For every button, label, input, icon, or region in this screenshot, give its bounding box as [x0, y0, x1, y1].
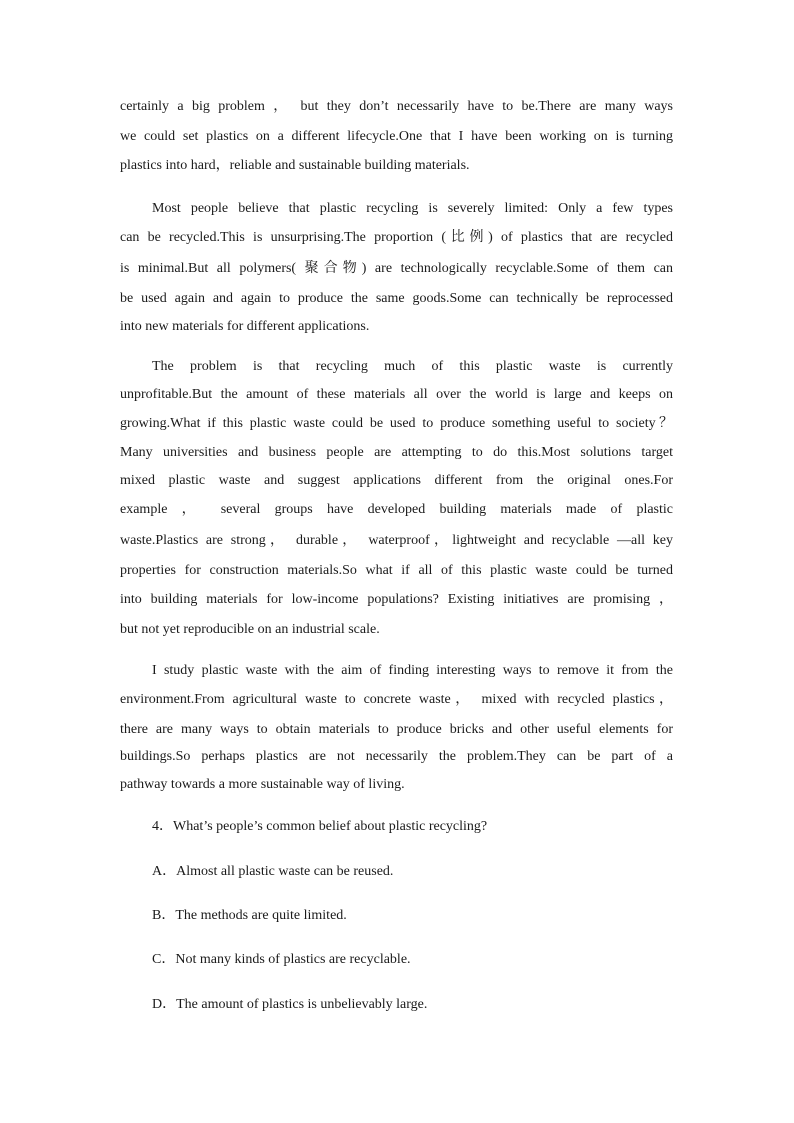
text-line: plastics into hard，reliable and sustainable building materials. [120, 158, 470, 173]
question-stem: 4．What’s people’s common belief about plastic recycling? [152, 819, 488, 834]
text-line: we could set plastics on a different lifecycle.One that I have been working on is turning [120, 129, 673, 144]
text-line: into new materials for different applications. [120, 319, 370, 334]
text-line: environment.From agricultural waste to concrete waste， mixed with recycled plastics， [120, 692, 673, 707]
option-c[interactable]: C．Not many kinds of plastics are recyclable. [152, 952, 411, 967]
text-line: The problem is that recycling much of this plastic waste is currently [152, 359, 673, 374]
text-line: is minimal.But all polymers( 聚合物) are technologically recyclable.Some of them can [120, 261, 673, 276]
text-line: buildings.So perhaps plastics are not necessarily the problem.They can be part of a [120, 749, 673, 764]
text-line: Many universities and business people are attempting to do this.Most solutions target [120, 445, 673, 460]
text-line: properties for construction materials.So what if all of this plastic waste could be turned [120, 563, 673, 578]
text-line: can be recycled.This is unsurprising.The proportion (比例) of plastics that are recycled [120, 230, 673, 245]
text-line: be used again and again to produce the same goods.Some can technically be reprocessed [120, 291, 673, 306]
text-line: example ， several groups have developed building materials made of plastic [120, 502, 673, 517]
text-line: but not yet reproducible on an industrial scale. [120, 622, 380, 637]
text-line: mixed plastic waste and suggest applications different from the original ones.For [120, 473, 673, 488]
text-line: there are many ways to obtain materials to produce bricks and other useful elements for [120, 722, 673, 737]
text-line: unprofitable.But the amount of these materials all over the world is large and keeps on [120, 387, 673, 402]
text-line: waste.Plastics are strong， durable， waterproof，lightweight and recyclable —all key [120, 533, 673, 548]
text-line: Most people believe that plastic recycling is severely limited: Only a few types [152, 201, 673, 216]
text-line: I study plastic waste with the aim of finding interesting ways to remove it from the [152, 663, 673, 678]
text-line: growing.What if this plastic waste could be used to produce something useful to society？ [120, 416, 673, 431]
option-a[interactable]: A．Almost all plastic waste can be reused. [152, 864, 394, 879]
text-line: pathway towards a more sustainable way of living. [120, 777, 405, 792]
text-line: certainly a big problem ， but they don’t necessarily have to be.There are many ways [120, 99, 673, 114]
text-line: into building materials for low-income populations? Existing initiatives are promising ， [120, 592, 673, 607]
option-d[interactable]: D．The amount of plastics is unbelievably large. [152, 997, 428, 1012]
option-b[interactable]: B．The methods are quite limited. [152, 908, 347, 923]
